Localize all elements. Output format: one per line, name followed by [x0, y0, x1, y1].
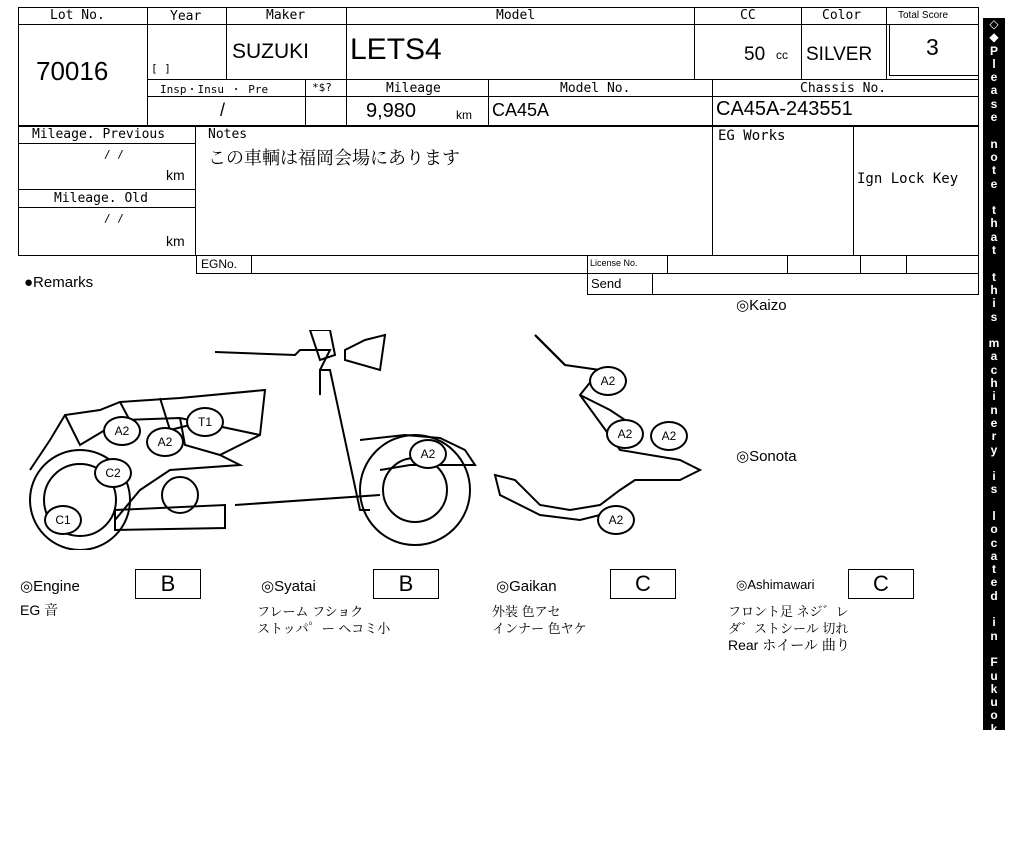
notes-label: Notes: [208, 127, 248, 142]
side-banner-char: t: [992, 562, 996, 577]
side-banner-char: t: [992, 269, 996, 284]
mileage-label: Mileage: [386, 81, 441, 96]
gaikan-note: 外装 色アセ: [492, 604, 561, 619]
cc-label: CC: [740, 8, 756, 23]
side-banner-char: h: [990, 216, 998, 231]
model-no-value: CA45A: [492, 100, 550, 120]
side-banner-char: i: [992, 296, 996, 311]
damage-marker: T1: [186, 407, 224, 437]
syatai-note: フレーム フショク: [257, 604, 364, 619]
gaikan-note: インナー 色ヤケ: [492, 621, 587, 636]
side-banner-char: [992, 191, 995, 204]
side-banner-char: t: [992, 243, 996, 258]
model-value: LETS4: [350, 33, 442, 66]
model-label: Model: [496, 8, 536, 23]
kaizo-label: ◎Kaizo: [736, 297, 787, 314]
mileage-old-date: / /: [104, 212, 124, 225]
insp-value: /: [220, 100, 226, 120]
side-banner-char: e: [990, 575, 998, 590]
side-banner-char: a: [990, 548, 998, 563]
engine-grade: B: [135, 569, 201, 599]
remarks-label: ●Remarks: [24, 274, 94, 291]
ign-lock-label: Ign Lock Key: [857, 171, 959, 187]
send-row: [587, 273, 979, 295]
side-banner-char: Y: [989, 761, 998, 776]
total-score-label: Total Score: [898, 10, 949, 21]
side-banner-char: F: [990, 655, 998, 670]
mileage-old-unit: km: [166, 233, 185, 249]
engine-note: EG 音: [20, 602, 59, 618]
side-banner-char: a: [990, 774, 998, 789]
side-banner-char: [992, 324, 995, 337]
side-banner-char: ◆: [989, 814, 999, 829]
maker-label: Maker: [266, 8, 306, 23]
total-score-value: 3: [926, 34, 939, 60]
side-banner-char: o: [990, 522, 998, 537]
lot-no-label: Lot No.: [50, 8, 105, 23]
damage-marker: A2: [589, 366, 627, 396]
side-banner-char: h: [990, 376, 998, 391]
year-bracket: [ ]: [151, 62, 171, 75]
color-value: SILVER: [806, 44, 873, 65]
side-banner-char: [992, 497, 995, 510]
side-banner-char: k: [990, 681, 998, 696]
side-banner-char: h: [990, 282, 998, 297]
side-banner-char: a: [990, 83, 998, 98]
cc-value: 50: [744, 44, 766, 65]
engine-label: ◎Engine: [20, 578, 80, 595]
side-banner-char: c: [990, 535, 998, 550]
ashimawari-grade: C: [848, 569, 914, 599]
side-banner-char: m: [988, 336, 1000, 351]
chassis-value: CA45A-243551: [716, 98, 853, 120]
cc-unit: cc: [776, 48, 788, 62]
side-banner-char: u: [990, 668, 998, 683]
eg-works-label: EG Works: [718, 128, 786, 144]
side-banner-char: i: [992, 615, 996, 630]
damage-marker: C1: [44, 505, 82, 535]
damage-marker: A2: [409, 439, 447, 469]
side-banner-char: y: [990, 442, 998, 457]
insp-label: Insp・Insu ・ Pre: [160, 83, 269, 96]
side-banner-char: t: [992, 163, 996, 178]
mileage-old-label: Mileage. Old: [54, 191, 148, 206]
side-banner-char: a: [990, 735, 998, 750]
side-banner-char: r: [991, 788, 997, 803]
maker-value: SUZUKI: [232, 40, 310, 63]
side-banner-char: n: [990, 628, 998, 643]
side-banner-char: d: [990, 588, 998, 603]
tax-label: *$?: [312, 81, 332, 94]
side-banner-char: [992, 124, 995, 137]
side-banner-char: a: [990, 349, 998, 364]
ashimawari-note: フロント足 ネジ゛レ: [728, 604, 849, 619]
side-banner-char: o: [990, 149, 998, 164]
mileage-value: 9,980: [366, 100, 417, 122]
side-banner-char: ◆: [989, 30, 999, 45]
mileage-previous-unit: km: [166, 167, 185, 183]
side-banner-char: n: [990, 136, 998, 151]
side-banner-char: s: [990, 96, 998, 111]
side-banner-char: [992, 643, 995, 656]
send-label: Send: [591, 276, 622, 291]
side-banner-char: t: [992, 203, 996, 218]
model-no-label: Model No.: [560, 81, 631, 96]
side-banner-char: n: [990, 402, 998, 417]
damage-marker: A2: [606, 419, 644, 449]
license-label: License No.: [590, 258, 638, 268]
gaikan-grade: C: [610, 569, 676, 599]
side-banner-char: ◇: [989, 17, 999, 31]
side-banner-char: e: [990, 110, 998, 125]
damage-marker: C2: [94, 458, 132, 488]
side-banner-char: r: [991, 429, 997, 444]
side-banner-char: o: [990, 708, 998, 723]
ashimawari-note: ダ゛ストシール 切れ: [728, 621, 849, 636]
side-banner-char: i: [992, 389, 996, 404]
fukuoka-yard-banner: [983, 17, 1005, 842]
side-banner-char: i: [992, 469, 996, 484]
year-label: Year: [170, 9, 202, 24]
ashimawari-label: ◎Ashimawari: [736, 577, 815, 592]
color-label: Color: [822, 8, 862, 23]
damage-marker: A2: [597, 505, 635, 535]
side-banner-char: P: [989, 43, 998, 58]
side-banner-char: k: [990, 721, 998, 736]
side-banner-char: [992, 749, 995, 762]
gaikan-label: ◎Gaikan: [496, 578, 557, 595]
side-banner-char: e: [990, 176, 998, 191]
mileage-previous-label: Mileage. Previous: [32, 127, 166, 142]
side-banner-char: l: [992, 508, 996, 523]
syatai-label: ◎Syatai: [261, 578, 316, 595]
side-banner-char: s: [990, 309, 998, 324]
side-banner-char: [992, 603, 995, 616]
mileage-previous-date: / /: [104, 148, 124, 161]
syatai-grade: B: [373, 569, 439, 599]
damage-marker: A2: [146, 427, 184, 457]
sonota-label: ◎Sonota: [736, 448, 797, 465]
side-banner-char: ◇: [989, 828, 999, 842]
egno-label: EGNo.: [201, 257, 238, 271]
side-banner-char: l: [992, 56, 996, 71]
side-banner-char: a: [990, 229, 998, 244]
damage-marker: A2: [103, 416, 141, 446]
side-banner-char: d: [990, 801, 998, 816]
side-banner-char: [992, 257, 995, 270]
lot-no-value: 70016: [36, 56, 109, 86]
ashimawari-note: Rear ホイール 曲り: [728, 637, 850, 653]
chassis-label: Chassis No.: [800, 81, 887, 96]
side-banner-char: [992, 457, 995, 470]
notes-text: この車輌は福岡会場にあります: [208, 148, 460, 168]
syatai-note: ストッパ゜ー ヘコミ小: [257, 621, 391, 636]
side-banner-char: c: [990, 362, 998, 377]
side-banner-char: e: [990, 70, 998, 85]
side-banner-char: u: [990, 695, 998, 710]
mileage-unit: km: [456, 108, 472, 122]
damage-marker: A2: [650, 421, 688, 451]
side-banner-char: e: [990, 415, 998, 430]
side-banner-char: s: [990, 482, 998, 497]
